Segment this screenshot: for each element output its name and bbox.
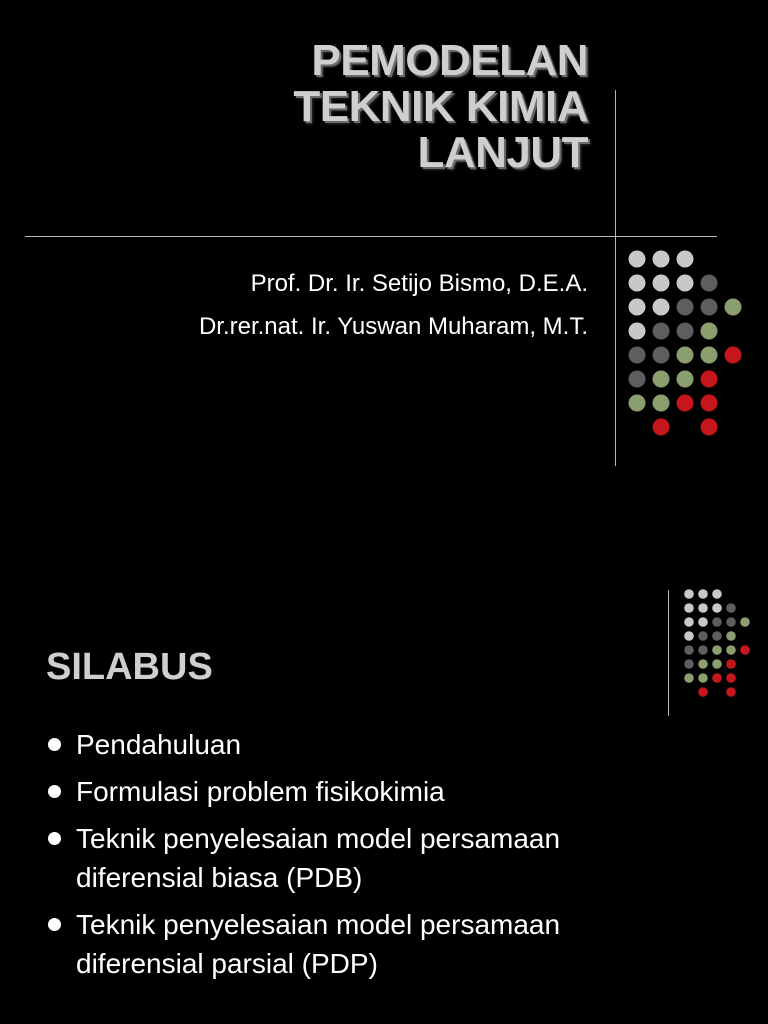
- decorative-dot: [712, 673, 722, 683]
- decorative-dot: [701, 275, 718, 292]
- list-item-text: Teknik penyelesaian model persamaan: [76, 909, 561, 940]
- decorative-dot: [653, 275, 670, 292]
- list-item-text-continued: diferensial parsial (PDP): [76, 948, 378, 979]
- decorative-dot: [701, 371, 718, 388]
- decorative-dot: [629, 347, 646, 364]
- decorative-dot: [653, 251, 670, 268]
- decorative-dot: [701, 395, 718, 412]
- decorative-dot: [740, 617, 750, 627]
- decorative-dot: [677, 299, 694, 316]
- decorative-dot: [684, 673, 694, 683]
- decorative-dot: [726, 659, 736, 669]
- decorative-dot: [677, 323, 694, 340]
- author-1: Prof. Dr. Ir. Setijo Bismo, D.E.A.: [250, 270, 588, 297]
- decorative-dot: [698, 589, 708, 599]
- decorative-dot: [684, 603, 694, 613]
- decorative-dot: [677, 275, 694, 292]
- decorative-dot: [712, 617, 722, 627]
- decorative-dot: [712, 603, 722, 613]
- decorative-dot: [698, 603, 708, 613]
- decorative-dot: [653, 347, 670, 364]
- bullet-dot-icon: [48, 738, 61, 751]
- decorative-dot: [684, 617, 694, 627]
- decorative-dot: [698, 673, 708, 683]
- title-line-2: TEKNIK KIMIA: [293, 82, 588, 131]
- decorative-dot: [725, 347, 742, 364]
- decorative-dot: [701, 347, 718, 364]
- decorative-dot: [712, 659, 722, 669]
- decorative-dot: [629, 299, 646, 316]
- decorative-dot: [653, 395, 670, 412]
- decorative-dot: [653, 419, 670, 436]
- decorative-dot: [712, 589, 722, 599]
- syllabus-list: [46, 725, 686, 991]
- decorative-dot: [684, 645, 694, 655]
- decorative-dot: [701, 299, 718, 316]
- decorative-dot: [629, 323, 646, 340]
- list-item-text: Pendahuluan: [76, 729, 242, 760]
- decorative-dot: [629, 275, 646, 292]
- decorative-dot: [701, 323, 718, 340]
- decorative-dot: [653, 371, 670, 388]
- bullet-dot-icon: [48, 785, 61, 798]
- decorative-dot: [698, 617, 708, 627]
- slide-heading: SILABUS: [46, 646, 213, 688]
- decorative-dot: [726, 673, 736, 683]
- decorative-dot: [629, 395, 646, 412]
- list-item-text: Teknik penyelesaian model persamaan: [76, 823, 561, 854]
- decorative-dot: [653, 299, 670, 316]
- decorative-dot: [684, 589, 694, 599]
- list-item-text-continued: diferensial biasa (PDB): [76, 862, 363, 893]
- decorative-dot: [684, 659, 694, 669]
- decorative-dot: [726, 603, 736, 613]
- decorative-dot: [726, 617, 736, 627]
- decorative-dot: [629, 371, 646, 388]
- decorative-dot: [698, 631, 708, 641]
- decorative-dot: [726, 645, 736, 655]
- decorative-dot: [677, 395, 694, 412]
- list-item: [46, 905, 686, 983]
- decorative-dot: [653, 323, 670, 340]
- list-item-text: Formulasi problem fisikokimia: [76, 776, 445, 807]
- decorative-dot: [698, 687, 708, 697]
- slide-silabus: [0, 512, 768, 1024]
- decorative-dot: [629, 251, 646, 268]
- decorative-dot: [698, 645, 708, 655]
- decorative-dot: [740, 645, 750, 655]
- bullet-dot-icon: [48, 832, 61, 845]
- decorative-dot: [698, 659, 708, 669]
- list-item: [46, 725, 686, 764]
- list-item: [46, 772, 686, 811]
- list-item: [46, 819, 686, 897]
- decorative-dot: [712, 631, 722, 641]
- decorative-dot: [726, 631, 736, 641]
- decorative-dot: [677, 251, 694, 268]
- decorative-dot: [726, 687, 736, 697]
- decorative-dot: [725, 299, 742, 316]
- decorative-dot: [684, 631, 694, 641]
- decorative-dot: [677, 347, 694, 364]
- title-line-3: LANJUT: [417, 128, 588, 177]
- bullet-dot-icon: [48, 918, 61, 931]
- author-2: Dr.rer.nat. Ir. Yuswan Muharam, M.T.: [198, 313, 588, 340]
- decorative-dot: [712, 645, 722, 655]
- title-line-1: PEMODELAN: [311, 36, 588, 85]
- decorative-dot: [677, 371, 694, 388]
- decorative-dot: [701, 419, 718, 436]
